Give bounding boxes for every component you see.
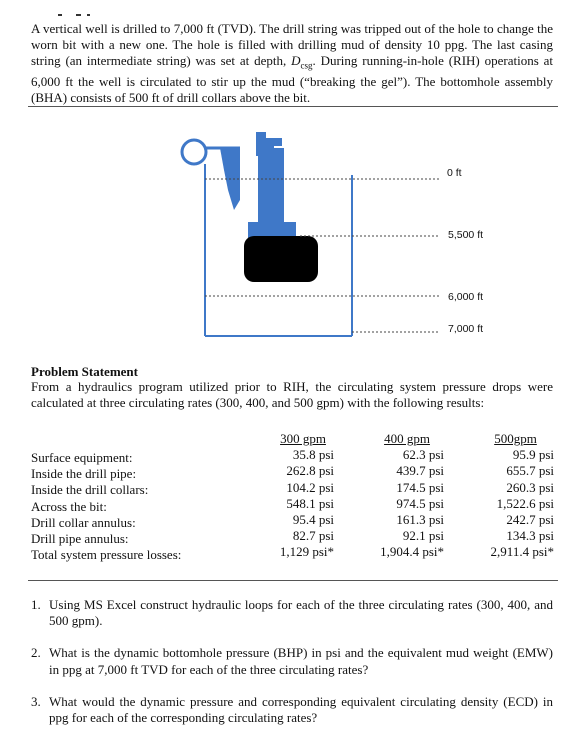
depth-label-0: 0 ft xyxy=(447,167,462,179)
row-label: Across the bit: xyxy=(31,498,107,514)
row-label: Drill collar annulus: xyxy=(31,514,136,530)
table-cell: 548.1 psi xyxy=(286,495,334,511)
table-cell: 1,904.4 psi* xyxy=(380,544,444,560)
question-list xyxy=(31,597,553,742)
table-cell: 974.5 psi xyxy=(396,495,444,511)
column-header: 400 gpm xyxy=(384,431,430,446)
table-cell: 62.3 psi xyxy=(402,447,444,463)
table-bottom-rule xyxy=(28,580,558,581)
column-header: 500gpm xyxy=(494,431,537,446)
depth-label-6000: 6,000 ft xyxy=(448,291,484,303)
depth-label-5500: 5,500 ft xyxy=(448,229,484,241)
row-labels xyxy=(31,450,181,563)
table-cell: 82.7 psi xyxy=(292,528,334,544)
table-cell: 1,129 psi* xyxy=(279,544,334,560)
row-label: Inside the drill pipe: xyxy=(31,466,137,482)
depth-label-7000: 7,000 ft xyxy=(448,323,484,335)
drill-bit xyxy=(244,236,318,282)
table-cell: 439.7 psi xyxy=(396,463,444,479)
intro-bottom-rule xyxy=(28,106,558,107)
table-cell: 161.3 psi xyxy=(396,512,444,528)
problem-body: From a hydraulics program utilized prior to RIH, the circulating system pressure drops were calculated at three circulating rates (300, 400, and 500 gpm) with the following results: xyxy=(31,379,553,411)
table-cell: 262.8 psi xyxy=(286,463,334,479)
row-label: Surface equipment: xyxy=(31,450,133,465)
table-cell: 260.3 psi xyxy=(506,479,554,495)
well-schematic xyxy=(0,130,576,350)
question-number: 1. xyxy=(31,597,41,612)
row-label: Drill pipe annulus: xyxy=(31,531,129,547)
question-text: Using MS Excel construct hydraulic loops for each of the three circulating rates (300, 400, and 500 gpm). xyxy=(49,597,553,629)
table-cell: 242.7 psi xyxy=(506,512,554,528)
question-item xyxy=(31,645,553,677)
well-diagram xyxy=(0,130,576,350)
table-cell: 174.5 psi xyxy=(396,479,444,495)
question-text: What is the dynamic bottomhole pressure (BHP) in psi and the equivalent mud weight (EMW) in ppg at 7,000 ft TVD for each of the three circulating rates? xyxy=(49,645,553,677)
column-header: 300 gpm xyxy=(280,431,326,446)
cropped-text-fragment xyxy=(24,0,134,18)
column-500gpm xyxy=(477,431,554,561)
table-cell: 95.9 psi xyxy=(512,447,554,463)
table-cell: 92.1 psi xyxy=(402,528,444,544)
depth-symbol: D xyxy=(291,53,301,69)
depth-subscript: csg xyxy=(300,61,313,71)
question-text: What would the dynamic pressure and corresponding equivalent circulating density (ECD) in ppg for each of the corresponding circulating rates? xyxy=(49,693,553,726)
question-item xyxy=(31,694,553,726)
table-cell: 1,522.6 psi xyxy=(496,495,554,511)
question-number: 3. xyxy=(31,693,41,709)
question-number: 2. xyxy=(31,645,41,661)
depth-guides xyxy=(205,179,440,332)
problem-title: Problem Statement xyxy=(31,364,138,379)
row-label: Total system pressure losses: xyxy=(31,547,182,563)
table-cell: 95.4 psi xyxy=(292,512,334,528)
table-cell: 35.8 psi xyxy=(292,447,334,463)
row-label: Inside the drill collars: xyxy=(31,482,149,498)
table-cell: 655.7 psi xyxy=(506,463,554,479)
column-400gpm xyxy=(370,431,444,561)
intro-paragraph: A vertical well is drilled to 7,000 ft (TVD). The drill string was tripped out of the hole to change the worn bit with a new one. The hole is filled with drilling mud of density 10 ppg. The last casing string (an intermediate string) was set at depth, $D_{csg}$. During running-in-hole (RIH) operations at 6,000 ft the well is circulated to stir up the mud (“breaking the gel”). The bottomhole assembly (BHA) consists of 500 ft of drill collars above the bit. xyxy=(31,21,553,106)
table-cell: 2,911.4 psi* xyxy=(490,544,554,560)
column-300gpm xyxy=(272,431,334,561)
table-cell: 134.3 psi xyxy=(506,528,554,544)
question-item xyxy=(31,597,553,629)
table-cell: 104.2 psi xyxy=(286,479,334,495)
